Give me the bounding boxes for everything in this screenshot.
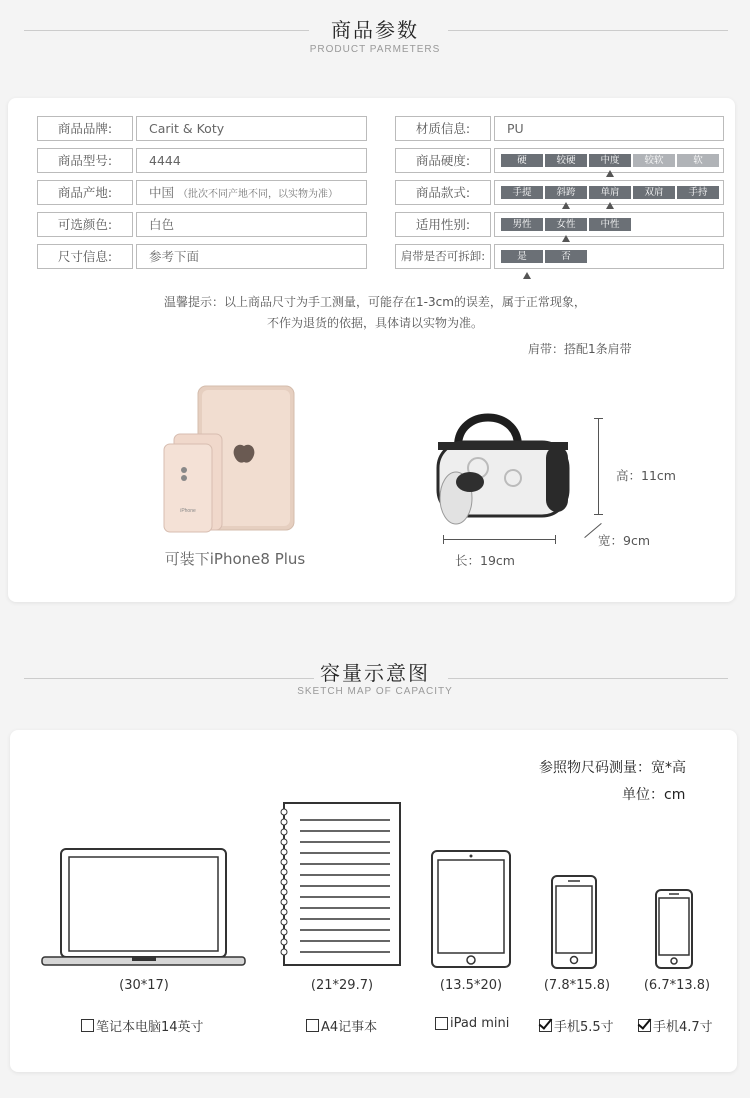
hardness-option: 软	[677, 154, 719, 167]
capacity-title: 容量示意图	[320, 661, 430, 685]
laptop-name: 笔记本电脑14英寸	[96, 1020, 204, 1035]
hardness-label: 商品硬度:	[395, 148, 491, 173]
origin-label: 商品产地:	[37, 180, 133, 205]
height-dimension-cap	[594, 418, 603, 419]
origin-note: （批次不同产地不同，以实物为准）	[178, 189, 338, 200]
length-dimension-line	[443, 539, 555, 540]
laptop-icon	[40, 846, 248, 970]
gender-box	[494, 212, 724, 237]
height-dimension-cap	[594, 514, 603, 515]
notebook-item	[306, 1016, 377, 1035]
style-option: 斜跨	[545, 186, 587, 199]
strap-box	[494, 244, 724, 269]
gender-option: 中性	[589, 218, 631, 231]
hardness-option: 中度	[589, 154, 631, 167]
checkbox-icon	[306, 1019, 319, 1032]
material-label: 材质信息:	[395, 116, 491, 141]
laptop-item	[81, 1016, 204, 1035]
laptop-size: (30*17)	[119, 978, 169, 993]
width-label: 宽：9cm	[598, 533, 651, 548]
brand-value: Carit & Koty	[136, 116, 367, 141]
phone55-item	[539, 1016, 614, 1035]
height-label: 高：11cm	[616, 468, 676, 483]
checkbox-checked-icon	[539, 1019, 552, 1032]
svg-text:iPhone: iPhone	[180, 508, 196, 514]
capacity-subtitle: SKETCH MAP OF CAPACITY	[297, 686, 453, 697]
length-label: 长：19cm	[455, 553, 515, 568]
style-option: 手持	[677, 186, 719, 199]
color-value: 白色	[136, 212, 367, 237]
notebook-name: A4记事本	[321, 1020, 378, 1035]
checkbox-checked-icon	[638, 1019, 651, 1032]
tip-line-2: 不作为退货的依据，具体请以实物为准。	[266, 316, 483, 330]
hardness-option: 较软	[633, 154, 675, 167]
notebook-icon	[278, 800, 404, 970]
hardness-option: 较硬	[545, 154, 587, 167]
style-option: 双肩	[633, 186, 675, 199]
style-option: 手提	[501, 186, 543, 199]
capacity-ref-line-2: 单位：cm	[622, 787, 686, 803]
checkbox-icon	[81, 1019, 94, 1032]
hardness-marker-icon	[606, 170, 614, 177]
style-option: 单肩	[589, 186, 631, 199]
size-label: 尺寸信息:	[37, 244, 133, 269]
phone47-name: 手机4.7寸	[653, 1020, 713, 1035]
size-value: 参考下面	[136, 244, 367, 269]
model-value: 4444	[136, 148, 367, 173]
strap-option: 是	[501, 250, 543, 263]
gender-label: 适用性别:	[395, 212, 491, 237]
model-label: 商品型号:	[37, 148, 133, 173]
capacity-ref-line-1: 参照物尺码测量：宽*高	[539, 760, 686, 776]
phone55-size: (7.8*15.8)	[543, 978, 611, 993]
strap-note: 肩带：搭配1条肩带	[528, 342, 632, 356]
tablet-size: (13.5*20)	[439, 978, 503, 993]
tip-line-1: 温馨提示：以上商品尺寸为手工测量，可能存在1-3cm的误差，属于正常现象，	[164, 295, 586, 309]
params-title: 商品参数	[331, 18, 419, 42]
tablet-icon	[430, 848, 512, 970]
style-marker-icon	[606, 202, 614, 209]
bag-illustration	[418, 398, 578, 538]
tablet-name: iPad mini	[450, 1016, 510, 1031]
hardness-option: 硬	[501, 154, 543, 167]
device-caption: 可装下iPhone8 Plus	[164, 550, 306, 568]
length-dimension-cap	[555, 535, 556, 544]
phone55-name: 手机5.5寸	[554, 1020, 614, 1035]
notebook-size: (21*29.7)	[310, 978, 374, 993]
phone-icon	[550, 874, 598, 970]
params-subtitle: PRODUCT PARMETERS	[309, 44, 441, 55]
checkbox-icon	[435, 1017, 448, 1030]
iphone-ipad-illustration	[160, 380, 300, 536]
phone47-size: (6.7*13.8)	[643, 978, 711, 993]
gender-option: 女性	[545, 218, 587, 231]
gender-marker-icon	[562, 235, 570, 242]
phone-icon	[654, 888, 694, 970]
style-label: 商品款式:	[395, 180, 491, 205]
style-marker-icon	[562, 202, 570, 209]
strap-marker-icon	[523, 272, 531, 279]
phone47-item	[638, 1016, 713, 1035]
gender-option: 男性	[501, 218, 543, 231]
brand-label: 商品品牌:	[37, 116, 133, 141]
origin-value: 中国 （批次不同产地不同，以实物为准）	[136, 180, 367, 205]
material-value: PU	[494, 116, 724, 141]
height-dimension-line	[598, 418, 599, 514]
color-label: 可选颜色:	[37, 212, 133, 237]
tablet-item	[435, 1016, 509, 1031]
length-dimension-cap	[443, 535, 444, 544]
strap-label: 肩带是否可拆卸:	[395, 244, 491, 269]
strap-option: 否	[545, 250, 587, 263]
